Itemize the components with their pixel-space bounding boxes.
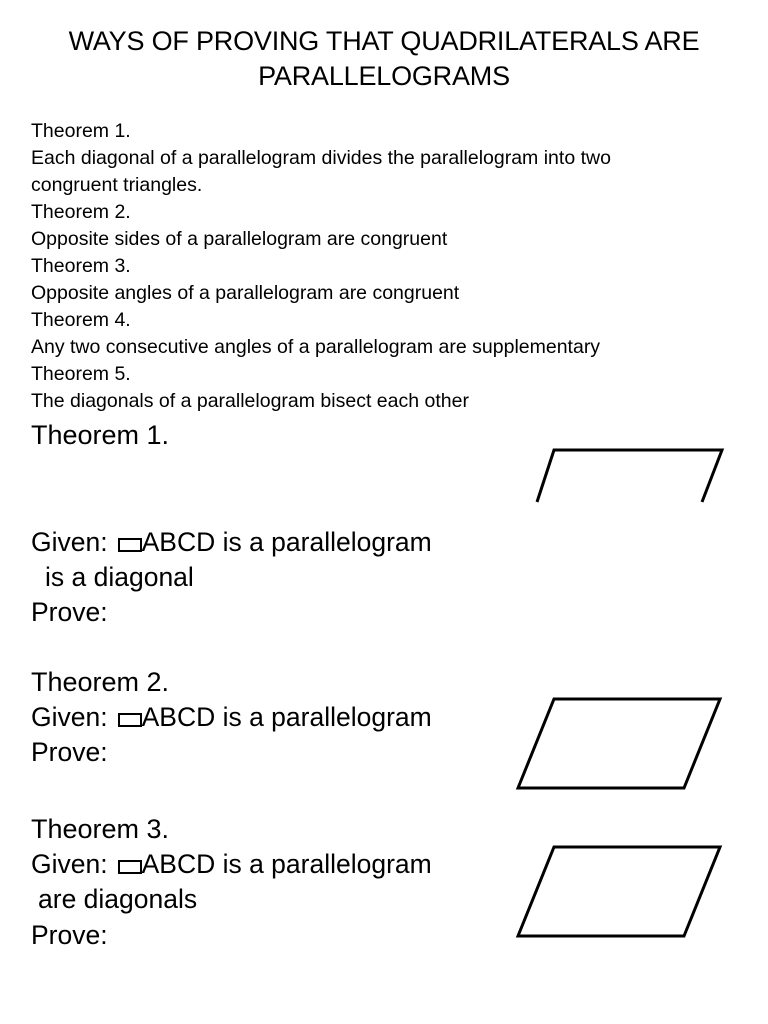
theorem-summary-list [31, 118, 731, 415]
proof-1-given-label: Given: [31, 527, 108, 557]
proof-3-parallelogram-figure [514, 844, 724, 940]
theorem-1-statement-line-1: Each diagonal of a parallelogram divides the parallelogram into two [31, 147, 611, 169]
theorem-1-heading: Theorem 1. [31, 120, 131, 142]
page-title-line-2: PARALLELOGRAMS [258, 61, 510, 91]
parallelogram-symbol-icon [118, 538, 142, 552]
proof-1-prove-label: Prove: [31, 597, 108, 627]
proof-1-given-text: ABCD is a parallelogram [141, 527, 432, 557]
proof-2-given-label: Given: [31, 702, 108, 732]
proof-2-given-text: ABCD is a parallelogram [141, 702, 432, 732]
theorem-3-heading: Theorem 3. [31, 255, 131, 277]
theorem-4-heading: Theorem 4. [31, 309, 131, 331]
proof-2-parallelogram-figure [514, 696, 724, 792]
proof-3-given-text: ABCD is a parallelogram [141, 849, 432, 879]
proof-2-given [31, 700, 432, 735]
theorem-1-statement-line-2: congruent triangles. [31, 174, 203, 196]
theorem-5-heading: Theorem 5. [31, 363, 131, 385]
proof-3-given-label: Given: [31, 849, 108, 879]
proof-1-heading: Theorem 1. [31, 420, 170, 450]
page-title-line-1: WAYS OF PROVING THAT QUADRILATERALS ARE [68, 26, 700, 56]
theorem-5-statement: The diagonals of a parallelogram bisect each other [31, 390, 469, 412]
page-title [0, 24, 768, 94]
proof-3-given-extra: are diagonals [38, 884, 198, 914]
proof-1-parallelogram-figure [530, 446, 730, 504]
theorem-3-statement: Opposite angles of a parallelogram are congruent [31, 282, 460, 304]
proof-2-heading: Theorem 2. [31, 667, 170, 697]
proof-1-given [31, 525, 432, 560]
proof-3-given [31, 847, 432, 882]
theorem-4-statement: Any two consecutive angles of a parallelogram are supplementary [31, 336, 601, 358]
parallelogram-symbol-icon [118, 713, 142, 727]
theorem-2-statement: Opposite sides of a parallelogram are congruent [31, 228, 448, 250]
parallelogram-symbol-icon [118, 860, 142, 874]
proof-2-prove-label: Prove: [31, 737, 108, 767]
proof-1-given-extra: is a diagonal [45, 562, 194, 592]
theorem-2-heading: Theorem 2. [31, 201, 131, 223]
proof-3-heading: Theorem 3. [31, 814, 170, 844]
proof-3-prove-label: Prove: [31, 920, 108, 950]
